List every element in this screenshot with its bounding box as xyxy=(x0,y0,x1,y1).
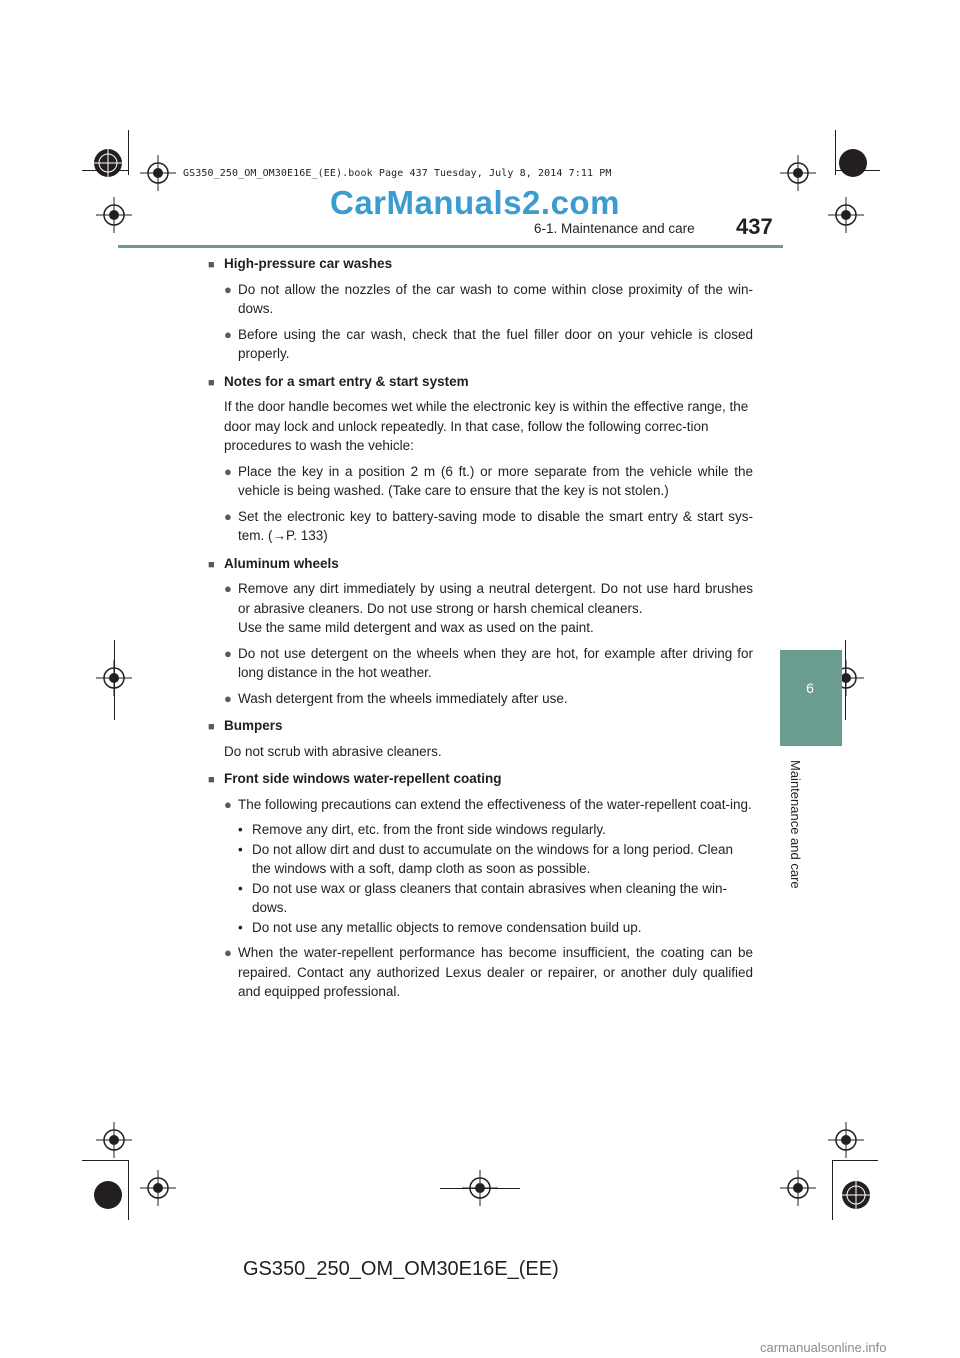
book-file-info: GS350_250_OM_OM30E16E_(EE).book Page 437 Tuesday, July 8, 2014 7:11 PM xyxy=(183,168,612,179)
circle-bullet-icon: ● xyxy=(224,281,232,297)
circle-bullet-icon: ● xyxy=(224,690,232,706)
list-item: ● The following precautions can extend the effectiveness of the water-repellent coat-ing. xyxy=(208,795,753,815)
list-item-continuation: Use the same mild detergent and wax as used on the paint. xyxy=(238,620,594,635)
square-bullet-icon: ■ xyxy=(208,774,215,786)
circle-bullet-icon: ● xyxy=(224,326,232,342)
circle-bullet-icon: ● xyxy=(224,581,232,596)
section-heading: ■ High-pressure car washes xyxy=(208,254,753,274)
main-content xyxy=(208,254,753,1008)
crosshair-mark-icon xyxy=(140,1170,176,1206)
crosshair-mark-icon xyxy=(828,197,864,233)
chapter-tab-label: Maintenance and care xyxy=(788,760,803,889)
sub-list-item: • Do not use any metallic objects to remove condensation build up. xyxy=(238,919,642,935)
chapter-tab-number: 6 xyxy=(806,680,814,696)
crosshair-mark-icon xyxy=(96,197,132,233)
list-item: ● Do not use detergent on the wheels when they are hot, for example after driving for long distance in the hot weather. xyxy=(224,645,753,680)
square-bullet-icon: ■ xyxy=(208,259,215,271)
section-heading: ■ Aluminum wheels xyxy=(208,554,753,574)
list-item: ● Wash detergent from the wheels immediately after use. xyxy=(208,689,753,709)
section-heading: ■ Bumpers xyxy=(208,716,753,736)
paragraph: If the door handle becomes wet while the electronic key is within the effective range, the door may lock and unlock repeatedly. In that case, follow the following correc-tion procedures to wash the vehicle: xyxy=(224,399,749,453)
paragraph: Do not scrub with abrasive cleaners. xyxy=(224,743,442,759)
list-item: ● Remove any dirt immediately by using a neutral detergent. Do not use hard brushes or abrasive cleaners. Do not use strong or harsh chemical cleaners. Use the same mild detergent and wax as used on the paint. xyxy=(224,581,753,635)
circle-bullet-icon: ● xyxy=(224,463,232,479)
registration-mark-icon xyxy=(90,145,126,181)
watermark-logo: CarManuals2.com xyxy=(330,184,620,221)
crosshair-mark-icon xyxy=(780,155,816,191)
header-rule xyxy=(118,245,783,248)
square-bullet-icon: ■ xyxy=(208,721,215,733)
sub-list-item: • Do not use wax or glass cleaners that contain abrasives when cleaning the win-dows. xyxy=(238,880,728,915)
circle-bullet-icon: ● xyxy=(224,645,232,661)
list-item: ● Place the key in a position 2 m (6 ft.) or more separate from the vehicle while the vehicle is being washed. (Take care to ensure that the key is not stolen.) xyxy=(224,463,753,498)
crosshair-mark-icon xyxy=(140,155,176,191)
crosshair-mark-icon xyxy=(828,1122,864,1158)
list-item: ● Set the electronic key to battery-saving mode to disable the smart entry & start sys-tem. (→P. 133) xyxy=(224,508,753,543)
list-item: ● Before using the car wash, check that the fuel filler door on your vehicle is closed properly. xyxy=(224,326,753,361)
circle-bullet-icon: ● xyxy=(224,945,232,960)
list-item: ● Do not allow the nozzles of the car wash to come within close proximity of the win-dows. xyxy=(224,281,753,316)
section-header: 6-1. Maintenance and care xyxy=(534,221,695,236)
registration-mark-icon xyxy=(838,1177,874,1213)
crosshair-mark-icon xyxy=(96,1122,132,1158)
page-number: 437 xyxy=(736,214,773,239)
source-site-label: carmanualsonline.info xyxy=(760,1340,887,1355)
chapter-tab xyxy=(780,650,842,746)
sub-list xyxy=(208,820,753,937)
document-code: GS350_250_OM_OM30E16E_(EE) xyxy=(243,1258,559,1280)
crosshair-mark-icon xyxy=(780,1170,816,1206)
square-bullet-icon: ■ xyxy=(208,558,215,571)
circle-bullet-icon: ● xyxy=(224,796,232,812)
square-bullet-icon: ■ xyxy=(208,376,215,389)
list-item: ● When the water-repellent performance has become insufficient, the coating can be repaired. Contact any authorized Lexus dealer or repairer, or another duly qualified and equipped professional. xyxy=(224,945,753,999)
circle-bullet-icon: ● xyxy=(224,508,232,524)
sub-list-item: • Remove any dirt, etc. from the front side windows regularly. xyxy=(238,822,606,837)
section-heading: ■ Front side windows water-repellent coating xyxy=(208,769,753,789)
registration-mark-icon xyxy=(835,145,871,181)
registration-mark-icon xyxy=(90,1177,126,1213)
sub-list-item: • Do not allow dirt and dust to accumulate on the windows for a long period. Clean the windows with a soft, damp cloth as soon as possible. xyxy=(238,841,734,876)
section-heading: ■ Notes for a smart entry & start system xyxy=(208,372,753,392)
